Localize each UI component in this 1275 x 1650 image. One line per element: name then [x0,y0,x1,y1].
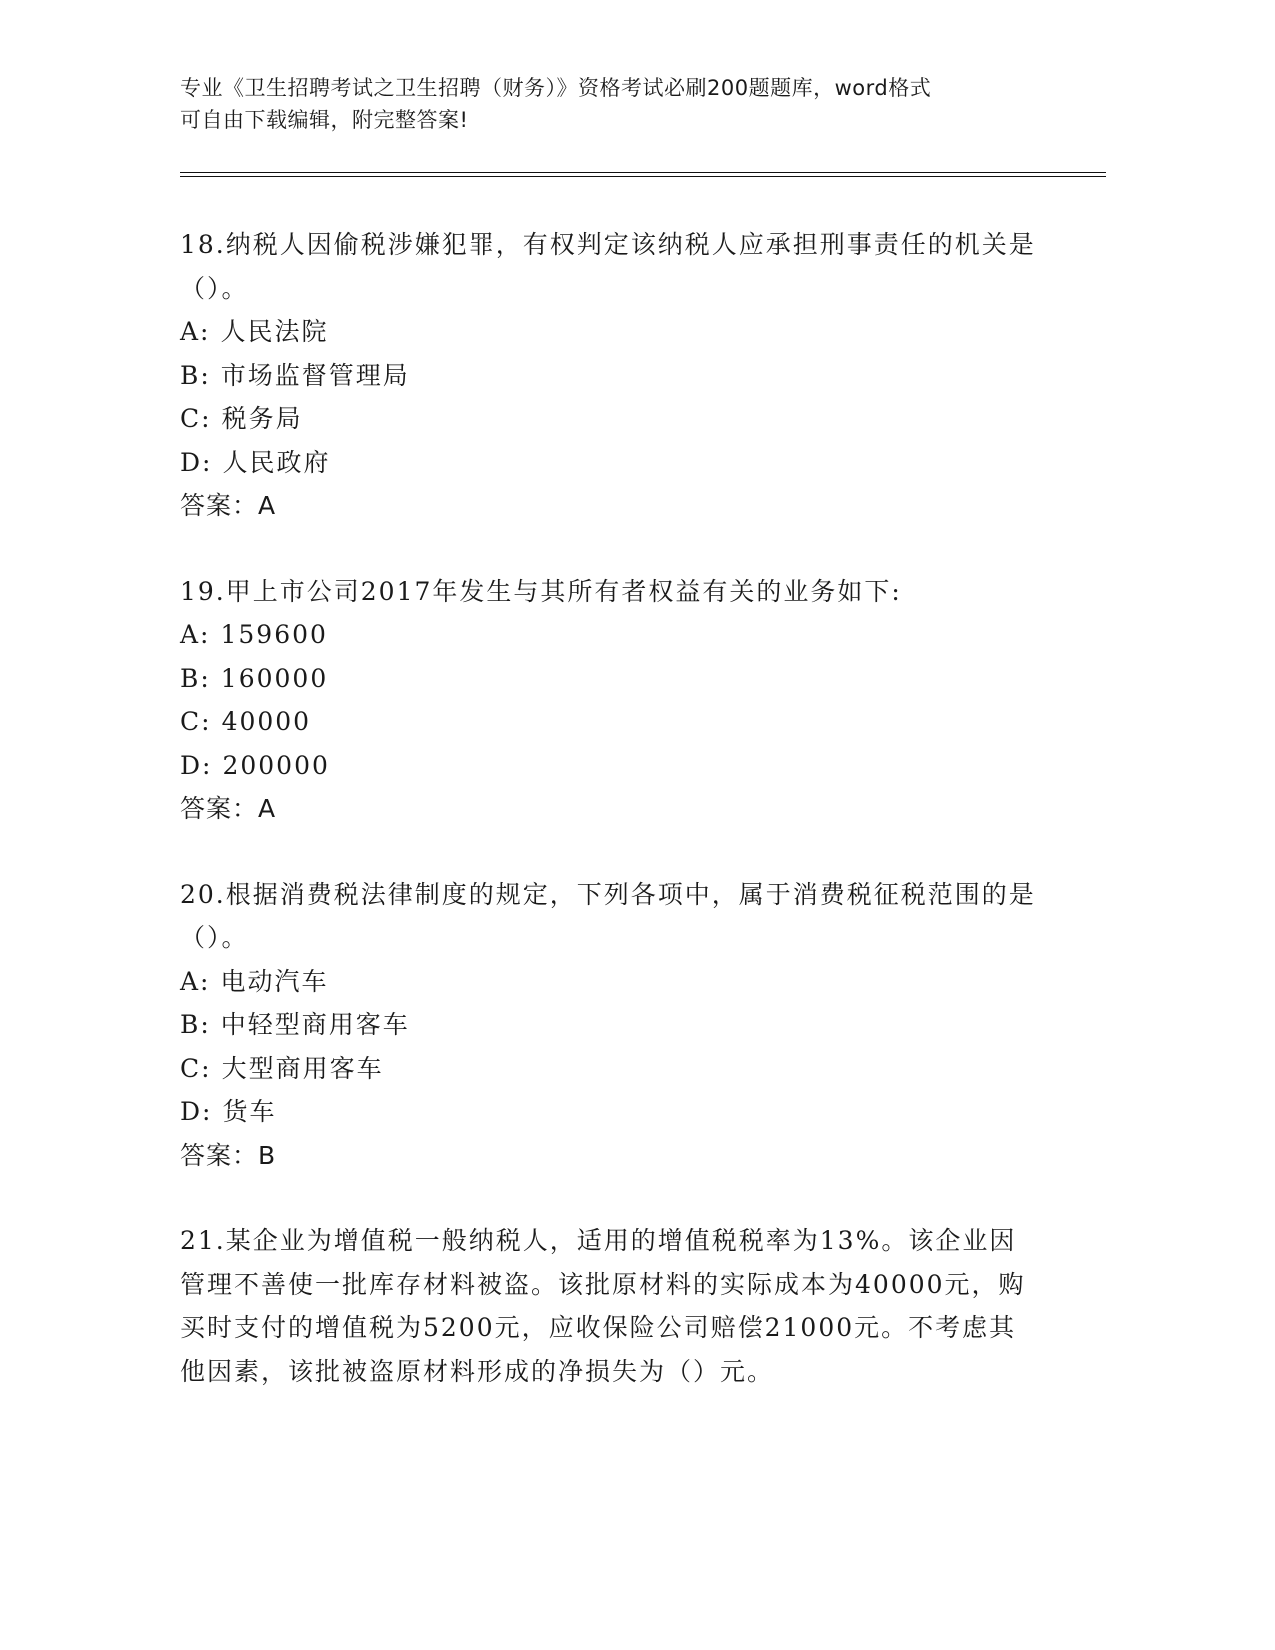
option-value: 税务局 [221,404,303,433]
option-value: 大型商用客车 [221,1053,384,1083]
header-line-2: 可自由下载编辑，附完整答案! [180,108,469,132]
option-b [180,1003,1040,1047]
option-a [180,613,1040,657]
option-a [180,960,1040,1004]
header-divider-top [180,172,1106,173]
option-key: A: [180,620,211,649]
option-value: 电动汽车 [220,966,329,996]
option-key: B: [180,1010,211,1039]
option-a [180,310,1040,354]
document-header [180,72,1040,136]
question-text: 19.甲上市公司2017年发生与其所有者权益有关的业务如下: [180,576,902,606]
option-b [180,657,1040,701]
option-key: D: [180,1097,213,1126]
option-d [180,1090,1040,1134]
question-20 [180,873,1040,1178]
option-value: 市场监督管理局 [220,360,410,390]
answer-line: 答案：A [180,794,277,823]
option-key: A: [180,317,211,346]
option-value: 货车 [222,1097,277,1126]
option-key: B: [180,360,211,390]
option-b [180,354,1040,398]
option-key: D: [180,750,213,780]
question-text: 21.某企业为增值税一般纳税人，适用的增值税税率为13%。该企业因管理不善使一批库存材料被盗。该批原材料的实际成本为40000元，购买时支付的增值税为5200元，应收保险公司赔偿21000元。不考虑其他因素，该批被盗原材料形成的净损失为（）元。 [180,1226,1026,1386]
option-c [180,700,1040,744]
header-line-1: 专业《卫生招聘考试之卫生招聘（财务）》资格考试必刷200题题库，word格式 [180,76,932,100]
option-value: 人民法院 [220,317,329,346]
option-key: C: [180,404,212,433]
option-d [180,744,1040,788]
option-value: 159600 [220,620,328,649]
question-text: 18.纳税人因偷税涉嫌犯罪，有权判定该纳税人应承担刑事责任的机关是（）。 [180,230,1036,303]
option-value: 40000 [221,707,312,736]
option-value: 160000 [220,663,329,693]
option-key: C: [180,1053,212,1083]
question-text: 20.根据消费税法律制度的规定，下列各项中，属于消费税征税范围的是（）。 [180,879,1036,952]
option-value: 200000 [222,750,330,780]
answer-line: 答案：A [180,491,277,520]
question-21 [180,1219,1040,1393]
option-key: C: [180,707,212,736]
answer-line: 答案：B [180,1140,277,1170]
option-key: A: [180,966,211,996]
option-key: B: [180,663,211,693]
option-key: D: [180,447,213,477]
option-value: 中轻型商用客车 [220,1010,410,1039]
option-c [180,397,1040,441]
header-divider-bottom [180,176,1106,177]
option-c [180,1047,1040,1091]
question-18 [180,223,1040,528]
option-d [180,441,1040,485]
question-19 [180,570,1040,831]
question-list [180,223,1040,1435]
option-value: 人民政府 [222,447,331,477]
